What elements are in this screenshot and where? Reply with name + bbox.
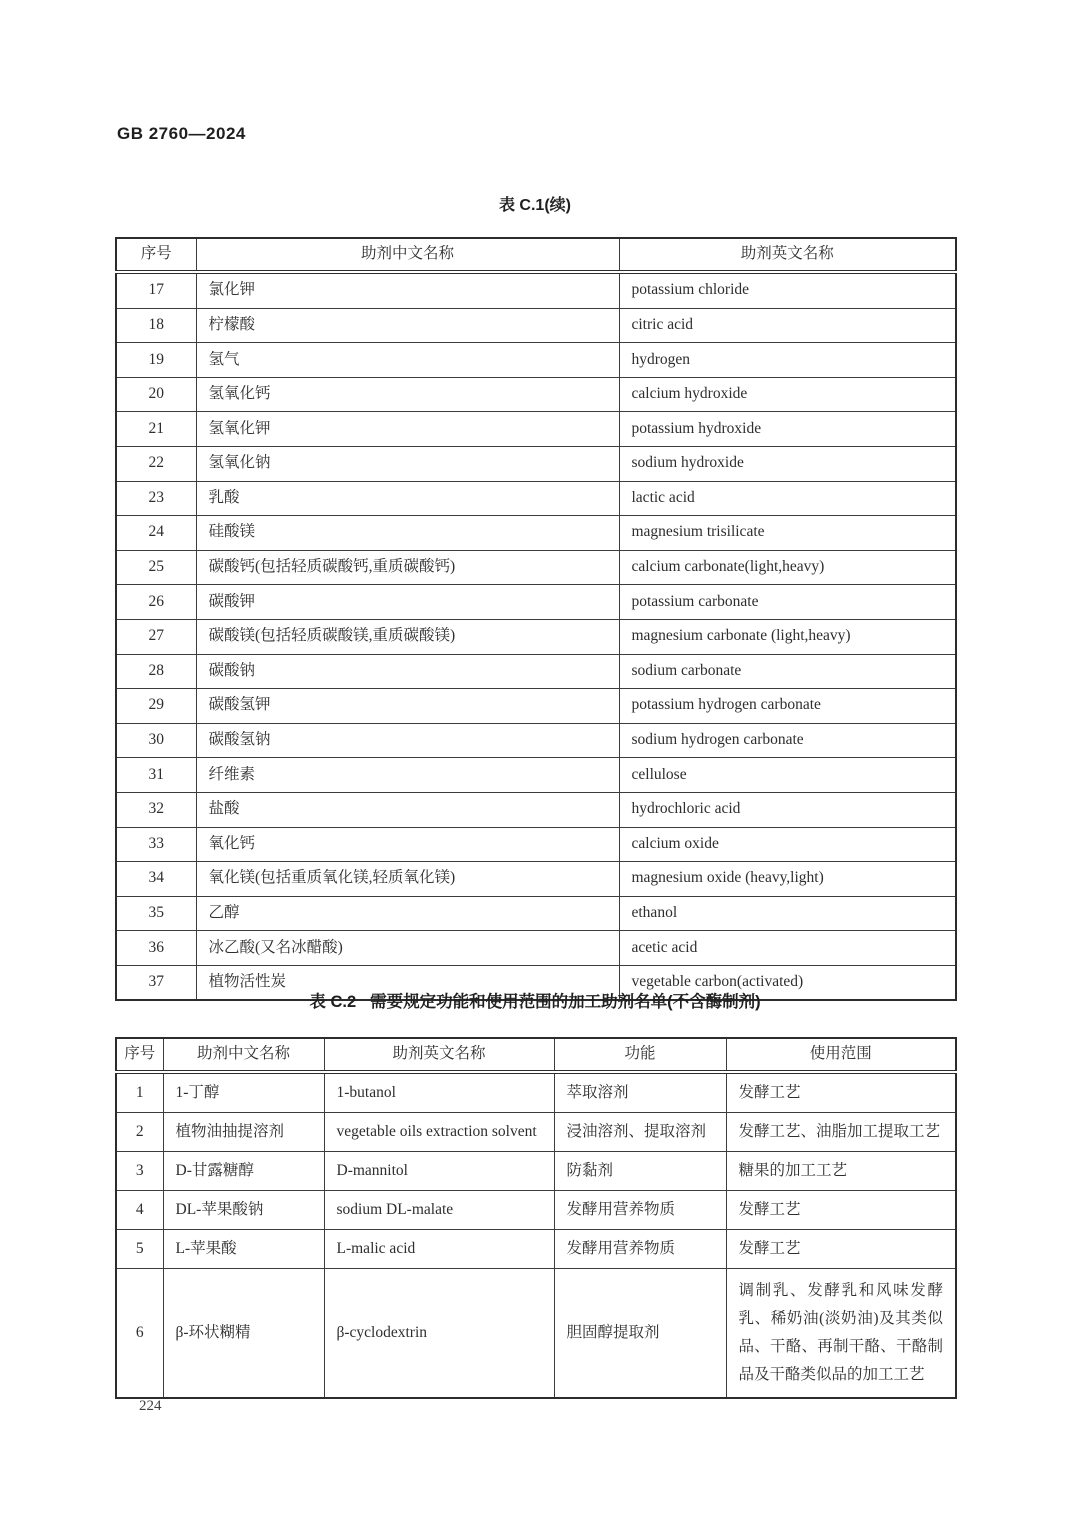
table-cell: 28 [116,654,196,689]
column-header: 助剂中文名称 [163,1038,324,1072]
table-cell: cellulose [619,758,956,793]
table-c2-title-label: 表 C.2 [309,993,357,1011]
table-cell: 发酵工艺 [726,1191,956,1230]
table-row [116,308,956,343]
table-c2-header-row [116,1038,956,1072]
table-cell: 防黏剂 [554,1152,726,1191]
table-cell: 氢氧化钾 [196,412,619,447]
table-row [116,272,956,308]
table-cell: β-环状糊精 [163,1269,324,1399]
table-cell: 碳酸钾 [196,585,619,620]
table-cell: 植物活性炭 [196,965,619,1000]
table-cell: 调制乳、发酵乳和风味发酵乳、稀奶油(淡奶油)及其类似品、干酪、再制干酪、干酪制品及干酪类似品的加工工艺 [726,1269,956,1399]
table-cell: 碳酸氢钠 [196,723,619,758]
table-cell: acetic acid [619,931,956,966]
table-row [116,862,956,897]
table-c1-title [115,192,955,215]
table-row [116,792,956,827]
table-cell: magnesium carbonate (light,heavy) [619,619,956,654]
table-cell: 氢气 [196,343,619,378]
table-row [116,689,956,724]
table-row [116,827,956,862]
table-cell: 29 [116,689,196,724]
table-cell: calcium oxide [619,827,956,862]
table-cell: 乙醇 [196,896,619,931]
table-cell: 发酵用营养物质 [554,1230,726,1269]
table-row [116,1152,956,1191]
table-cell: 20 [116,377,196,412]
table-cell: 氯化钾 [196,272,619,308]
table-c1 [115,237,957,1001]
table-cell: 1 [116,1072,163,1113]
table-row [116,343,956,378]
table-cell: 32 [116,792,196,827]
table-cell: hydrochloric acid [619,792,956,827]
table-row [116,1113,956,1152]
column-header: 序号 [116,238,196,272]
table-cell: 34 [116,862,196,897]
table-cell: ethanol [619,896,956,931]
table-cell: potassium hydroxide [619,412,956,447]
table-cell: potassium chloride [619,272,956,308]
column-header: 序号 [116,1038,163,1072]
table-cell: vegetable carbon(activated) [619,965,956,1000]
table-cell: citric acid [619,308,956,343]
table-cell: 发酵工艺、油脂加工提取工艺 [726,1113,956,1152]
table-cell: 胆固醇提取剂 [554,1269,726,1399]
table-cell: DL-苹果酸钠 [163,1191,324,1230]
table-cell: sodium hydroxide [619,446,956,481]
table-cell: 23 [116,481,196,516]
table-cell: 25 [116,550,196,585]
table-cell: sodium DL-malate [324,1191,554,1230]
table-row [116,931,956,966]
table-cell: 氧化钙 [196,827,619,862]
table-cell: β-cyclodextrin [324,1269,554,1399]
table-row [116,723,956,758]
table-cell: vegetable oils extraction solvent [324,1113,554,1152]
table-row [116,758,956,793]
table-cell: magnesium trisilicate [619,516,956,551]
table-cell: 1-butanol [324,1072,554,1113]
table-cell: 碳酸钙(包括轻质碳酸钙,重质碳酸钙) [196,550,619,585]
table-cell: 发酵工艺 [726,1230,956,1269]
column-header: 使用范围 [726,1038,956,1072]
table-row [116,550,956,585]
table-cell: L-苹果酸 [163,1230,324,1269]
table-cell: L-malic acid [324,1230,554,1269]
table-cell: magnesium oxide (heavy,light) [619,862,956,897]
table-row [116,896,956,931]
table-row [116,1072,956,1113]
table-cell: 3 [116,1152,163,1191]
table-cell: 碳酸氢钾 [196,689,619,724]
table-c2-body [116,1072,956,1398]
table-cell: 发酵用营养物质 [554,1191,726,1230]
table-cell: 纤维素 [196,758,619,793]
column-header: 功能 [554,1038,726,1072]
table-cell: calcium carbonate(light,heavy) [619,550,956,585]
table-cell: lactic acid [619,481,956,516]
table-cell: 植物油抽提溶剂 [163,1113,324,1152]
table-cell: 18 [116,308,196,343]
table-cell: 36 [116,931,196,966]
table-c1-body [116,272,956,1000]
table-cell: 17 [116,272,196,308]
table-cell: 6 [116,1269,163,1399]
table-row [116,446,956,481]
table-row [116,1191,956,1230]
table-cell: potassium carbonate [619,585,956,620]
table-cell: 碳酸镁(包括轻质碳酸镁,重质碳酸镁) [196,619,619,654]
column-header: 助剂英文名称 [619,238,956,272]
table-cell: 21 [116,412,196,447]
column-header: 助剂英文名称 [324,1038,554,1072]
table-cell: potassium hydrogen carbonate [619,689,956,724]
table-c1-title-suffix: (续) [544,197,572,214]
table-cell: 糖果的加工工艺 [726,1152,956,1191]
table-row [116,377,956,412]
table-row [116,1230,956,1269]
table-cell: 19 [116,343,196,378]
table-cell: 26 [116,585,196,620]
table-cell: D-甘露糖醇 [163,1152,324,1191]
table-cell: 22 [116,446,196,481]
table-row [116,1269,956,1399]
table-cell: 31 [116,758,196,793]
table-cell: D-mannitol [324,1152,554,1191]
table-cell: sodium hydrogen carbonate [619,723,956,758]
table-cell: 27 [116,619,196,654]
table-cell: sodium carbonate [619,654,956,689]
table-c2-title [115,988,955,1012]
table-c2 [115,1037,957,1399]
table-row [116,619,956,654]
table-cell: 37 [116,965,196,1000]
table-row [116,412,956,447]
table-row [116,585,956,620]
table-cell: 30 [116,723,196,758]
standard-code: GB 2760—2024 [117,124,246,143]
table-cell: calcium hydroxide [619,377,956,412]
column-header: 助剂中文名称 [196,238,619,272]
table-c1-header-row [116,238,956,272]
table-c2-title-text: 需要规定功能和使用范围的加工助剂名单(不含酶制剂) [370,993,761,1011]
table-cell: 24 [116,516,196,551]
table-cell: 33 [116,827,196,862]
table-cell: 5 [116,1230,163,1269]
table-cell: 柠檬酸 [196,308,619,343]
table-cell: 35 [116,896,196,931]
table-cell: 硅酸镁 [196,516,619,551]
table-cell: 氢氧化钠 [196,446,619,481]
table-cell: 氧化镁(包括重质氧化镁,轻质氧化镁) [196,862,619,897]
table-cell: 4 [116,1191,163,1230]
table-cell: 碳酸钠 [196,654,619,689]
table-cell: hydrogen [619,343,956,378]
table-cell: 浸油溶剂、提取溶剂 [554,1113,726,1152]
table-row [116,481,956,516]
page-number: 224 [139,1398,162,1414]
table-row [116,516,956,551]
table-cell: 盐酸 [196,792,619,827]
table-cell: 2 [116,1113,163,1152]
table-cell: 乳酸 [196,481,619,516]
table-row [116,654,956,689]
table-cell: 萃取溶剂 [554,1072,726,1113]
table-cell: 发酵工艺 [726,1072,956,1113]
table-c1-title-label: 表 C.1 [498,197,545,214]
table-cell: 氢氧化钙 [196,377,619,412]
table-cell: 冰乙酸(又名冰醋酸) [196,931,619,966]
table-cell: 1-丁醇 [163,1072,324,1113]
